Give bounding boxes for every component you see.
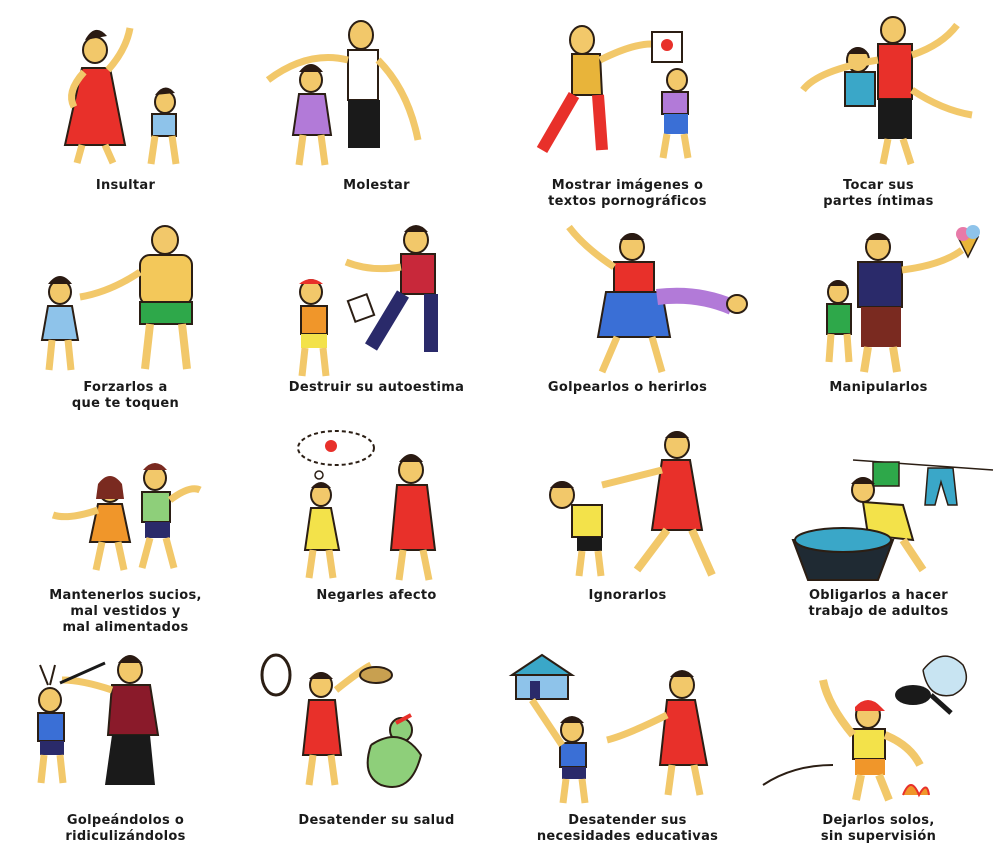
caption: Negarles afecto — [316, 588, 437, 603]
panel-golpeandolos — [0, 645, 251, 851]
panel-manipularlos — [753, 222, 1004, 432]
panel-desatender-educacion — [502, 645, 753, 851]
illustration-desatender-educacion — [502, 645, 753, 810]
panel-mostrar-imagenes — [502, 10, 753, 225]
illustration-manipularlos — [753, 222, 1004, 387]
illustration-mantenerlos-sucios — [0, 430, 251, 595]
illustration-obligarlos-trabajo — [753, 430, 1004, 595]
caption: Molestar — [343, 178, 410, 193]
caption: Mostrar imágenes o textos pornográficos — [548, 178, 707, 209]
illustration-golpeandolos — [0, 645, 251, 810]
caption: Destruir su autoestima — [288, 380, 465, 395]
illustration-ignorarlos — [502, 430, 753, 595]
illustration-mostrar-imagenes — [502, 10, 753, 175]
caption: Desatender su salud — [298, 813, 455, 828]
panel-obligarlos-trabajo — [753, 430, 1004, 640]
panel-molestar — [251, 10, 502, 225]
caption: Desatender sus necesidades educativas — [536, 813, 719, 844]
illustration-insultar — [0, 10, 251, 175]
caption: Forzarlos a que te toquen — [71, 380, 180, 411]
panel-dejarlos-solos — [753, 645, 1004, 851]
caption: Dejarlos solos, sin supervisión — [820, 813, 937, 844]
caption: Tocar sus partes íntimas — [823, 178, 934, 209]
panel-forzarlos — [0, 222, 251, 432]
illustration-desatender-salud — [251, 645, 502, 810]
caption: Insultar — [95, 178, 156, 193]
caption: Golpearlos o herirlos — [547, 380, 708, 395]
caption: Ignorarlos — [588, 588, 667, 603]
illustration-negarles-afecto — [251, 430, 502, 595]
illustration-forzarlos — [0, 222, 251, 387]
panel-desatender-salud — [251, 645, 502, 851]
panel-mantenerlos-sucios — [0, 430, 251, 640]
panel-insultar — [0, 10, 251, 225]
illustration-golpearlos — [502, 222, 753, 387]
caption: Obligarlos a hacer trabajo de adultos — [808, 588, 949, 619]
panel-ignorarlos — [502, 430, 753, 640]
illustration-dejarlos-solos — [753, 645, 1004, 810]
panel-golpearlos — [502, 222, 753, 432]
illustration-destruir-autoestima — [251, 222, 502, 387]
illustration-molestar — [251, 10, 502, 175]
panel-negarles-afecto — [251, 430, 502, 640]
caption: Mantenerlos sucios, mal vestidos y mal alimentados — [49, 588, 202, 635]
illustration-tocar-partes — [753, 10, 1004, 175]
panel-tocar-partes — [753, 10, 1004, 225]
panel-destruir-autoestima — [251, 222, 502, 432]
caption: Manipularlos — [829, 380, 928, 395]
caption: Golpeándolos o ridiculizándolos — [65, 813, 186, 844]
